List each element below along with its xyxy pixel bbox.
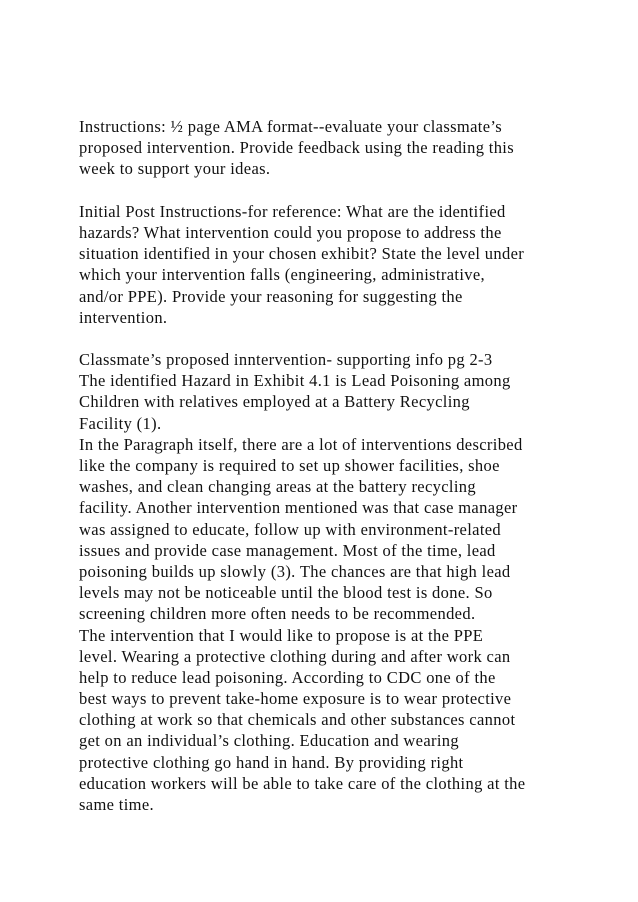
- text-line: which your intervention falls (engineering, administrative,: [79, 265, 485, 285]
- text-line: screening children more often needs to be recommended.: [79, 604, 476, 624]
- text-line: week to support your ideas.: [79, 159, 271, 179]
- text-line: Facility (1).: [79, 413, 162, 433]
- text-line: hazards? What intervention could you propose to address the: [79, 222, 502, 242]
- text-line: Initial Post Instructions-for reference: What are the identified: [79, 201, 506, 221]
- text-line: clothing at work so that chemicals and other substances cannot: [79, 710, 516, 730]
- text-line: help to reduce lead poisoning. According to CDC one of the: [79, 667, 496, 687]
- text-line: like the company is required to set up shower facilities, shoe: [79, 456, 500, 475]
- text-line: situation identified in your chosen exhibit? State the level under: [79, 244, 525, 264]
- document-body: [79, 116, 569, 815]
- text-line: issues and provide case management. Most of the time, lead: [79, 540, 496, 560]
- text-line: Instructions: ½ page AMA format--evaluate your classmate’s: [79, 117, 503, 136]
- text-line: level. Wearing a protective clothing during and after work can: [79, 646, 511, 666]
- paragraph-gap: [79, 180, 569, 201]
- text-line: intervention.: [79, 307, 168, 327]
- paragraph-classmate-proposal: [79, 349, 569, 815]
- paragraph-gap: [79, 328, 569, 349]
- paragraph-initial-post-instructions: [79, 201, 569, 328]
- text-line: facility. Another intervention mentioned was that case manager: [79, 498, 518, 518]
- text-line: best ways to prevent take-home exposure is to wear protective: [79, 689, 512, 709]
- text-line: and/or PPE). Provide your reasoning for suggesting the: [79, 286, 463, 306]
- text-line: Children with relatives employed at a Battery Recycling: [79, 392, 470, 412]
- text-line: protective clothing go hand in hand. By providing right: [79, 752, 464, 772]
- text-line: get on an individual’s clothing. Education and wearing: [79, 731, 459, 751]
- text-line: washes, and clean changing areas at the battery recycling: [79, 477, 476, 497]
- text-line: In the Paragraph itself, there are a lot of interventions described: [79, 434, 523, 454]
- text-line: same time.: [79, 795, 154, 814]
- text-line: The identified Hazard in Exhibit 4.1 is Lead Poisoning among: [79, 371, 511, 391]
- text-line: education workers will be able to take care of the clothing at the: [79, 773, 526, 793]
- paragraph-instructions: [79, 116, 569, 180]
- text-line: Classmate’s proposed inntervention- supporting info pg 2-3: [79, 350, 493, 370]
- text-line: poisoning builds up slowly (3). The chances are that high lead: [79, 561, 511, 581]
- text-line: levels may not be noticeable until the blood test is done. So: [79, 583, 493, 603]
- text-line: The intervention that I would like to propose is at the PPE: [79, 625, 484, 645]
- text-line: proposed intervention. Provide feedback using the reading this: [79, 138, 515, 158]
- text-line: was assigned to educate, follow up with environment-related: [79, 519, 502, 539]
